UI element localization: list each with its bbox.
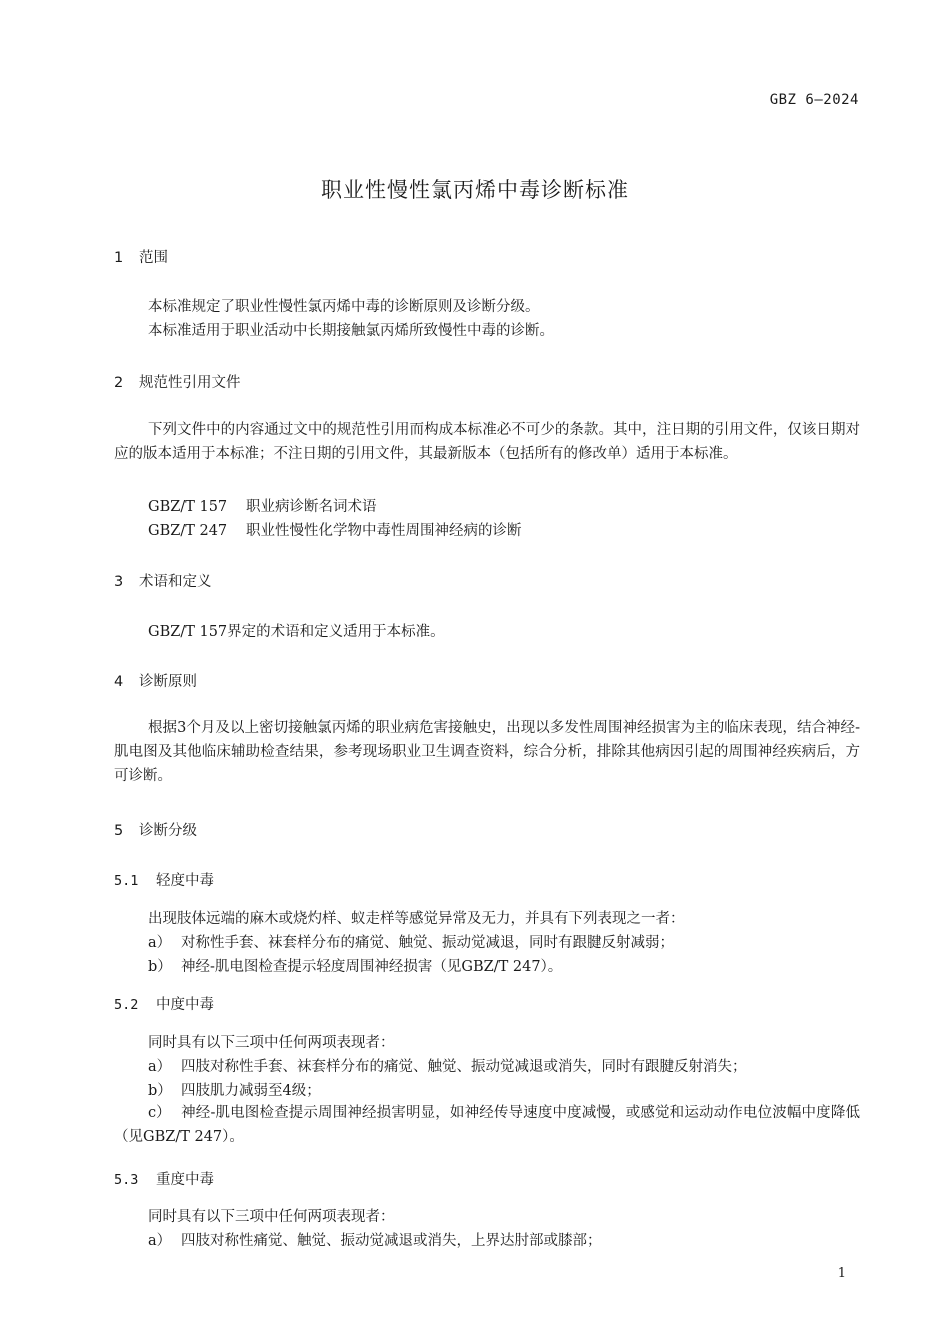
subsection-title: 重度中毒 xyxy=(156,1172,214,1188)
section-number: 3 xyxy=(114,574,124,590)
list-marker: b） xyxy=(148,1083,172,1099)
subsection-number: 5.3 xyxy=(114,1172,139,1188)
section-1-heading xyxy=(114,246,168,267)
section-title: 诊断分级 xyxy=(139,823,197,839)
section-number: 1 xyxy=(114,250,124,266)
list-marker: a） xyxy=(148,1059,172,1075)
list-text: 神经-肌电图检查提示周围神经损害明显，如神经传导速度中度减慢，或感觉和运动动作电位波幅中度降低（见GBZ/T 247）。 xyxy=(114,1105,860,1145)
reference-title: 职业性慢性化学物中毒性周围神经病的诊断 xyxy=(246,523,522,539)
subsection-5-3-heading xyxy=(114,1168,214,1189)
list-marker: c） xyxy=(148,1105,171,1121)
page-title: 职业性慢性氯丙烯中毒诊断标准 xyxy=(321,178,629,202)
subsection-number: 5.1 xyxy=(114,873,139,889)
list-item xyxy=(148,955,562,976)
normative-refs-intro: 下列文件中的内容通过文中的规范性引用而构成本标准必不可少的条款。其中，注日期的引用文件，仅该日期对应的版本适用于本标准；不注日期的引用文件，其最新版本（包括所有的修改单）适用于本标准。 xyxy=(114,422,860,462)
list-text: 四肢对称性手套、袜套样分布的痛觉、触觉、振动觉减退或消失，同时有跟腱反射消失； xyxy=(181,1059,747,1075)
list-marker: b） xyxy=(148,959,172,975)
mild-intro: 出现肢体远端的麻木或烧灼样、蚁走样等感觉异常及无力，并具有下列表现之一者： xyxy=(148,911,685,927)
list-text: 四肢对称性痛觉、触觉、振动觉减退或消失，上界达肘部或膝部； xyxy=(181,1233,602,1249)
section-title: 规范性引用文件 xyxy=(139,375,241,391)
section-number: 4 xyxy=(114,674,124,690)
section-5-heading xyxy=(114,819,197,840)
severe-intro: 同时具有以下三项中任何两项表现者： xyxy=(148,1209,395,1225)
section-number: 5 xyxy=(114,823,124,839)
scope-paragraph-2: 本标准适用于职业活动中长期接触氯丙烯所致慢性中毒的诊断。 xyxy=(148,323,554,339)
subsection-title: 中度中毒 xyxy=(156,997,214,1013)
list-item xyxy=(148,931,674,952)
reference-code: GBZ/T 157 xyxy=(148,499,228,515)
document-code: GBZ 6—2024 xyxy=(769,92,859,108)
reference-item xyxy=(148,495,377,516)
reference-code: GBZ/T 247 xyxy=(148,523,228,539)
list-marker: a） xyxy=(148,1233,172,1249)
section-2-heading xyxy=(114,371,241,392)
scope-paragraph-1: 本标准规定了职业性慢性氯丙烯中毒的诊断原则及诊断分级。 xyxy=(148,299,540,315)
list-item xyxy=(148,1229,602,1250)
section-number: 2 xyxy=(114,375,124,391)
list-text: 对称性手套、袜套样分布的痛觉、触觉、振动觉减退，同时有跟腱反射减弱； xyxy=(181,935,674,951)
section-title: 诊断原则 xyxy=(139,674,197,690)
subsection-5-2-heading xyxy=(114,993,214,1014)
reference-item xyxy=(148,519,522,540)
list-text: 神经-肌电图检查提示轻度周围神经损害（见GBZ/T 247）。 xyxy=(181,959,563,975)
list-text: 四肢肌力减弱至4级； xyxy=(181,1083,321,1099)
list-marker: a） xyxy=(148,935,172,951)
subsection-5-1-heading xyxy=(114,869,214,890)
list-item xyxy=(148,1055,747,1076)
list-item xyxy=(114,1101,860,1149)
section-title: 范围 xyxy=(139,250,168,266)
moderate-intro: 同时具有以下三项中任何两项表现者： xyxy=(148,1035,395,1051)
subsection-number: 5.2 xyxy=(114,997,139,1013)
page-number: 1 xyxy=(837,1266,846,1281)
terms-paragraph: GBZ/T 157界定的术语和定义适用于本标准。 xyxy=(148,624,445,640)
list-item xyxy=(148,1079,321,1100)
subsection-title: 轻度中毒 xyxy=(156,873,214,889)
section-4-heading xyxy=(114,670,197,691)
reference-title: 职业病诊断名词术语 xyxy=(246,499,377,515)
section-3-heading xyxy=(114,570,212,591)
section-title: 术语和定义 xyxy=(139,574,212,590)
principles-paragraph: 根据3个月及以上密切接触氯丙烯的职业病危害接触史，出现以多发性周围神经损害为主的临床表现，结合神经-肌电图及其他临床辅助检查结果，参考现场职业卫生调查资料，综合分析，排除其他病因引起的周围神经疾病后，方可诊断。 xyxy=(114,720,860,784)
